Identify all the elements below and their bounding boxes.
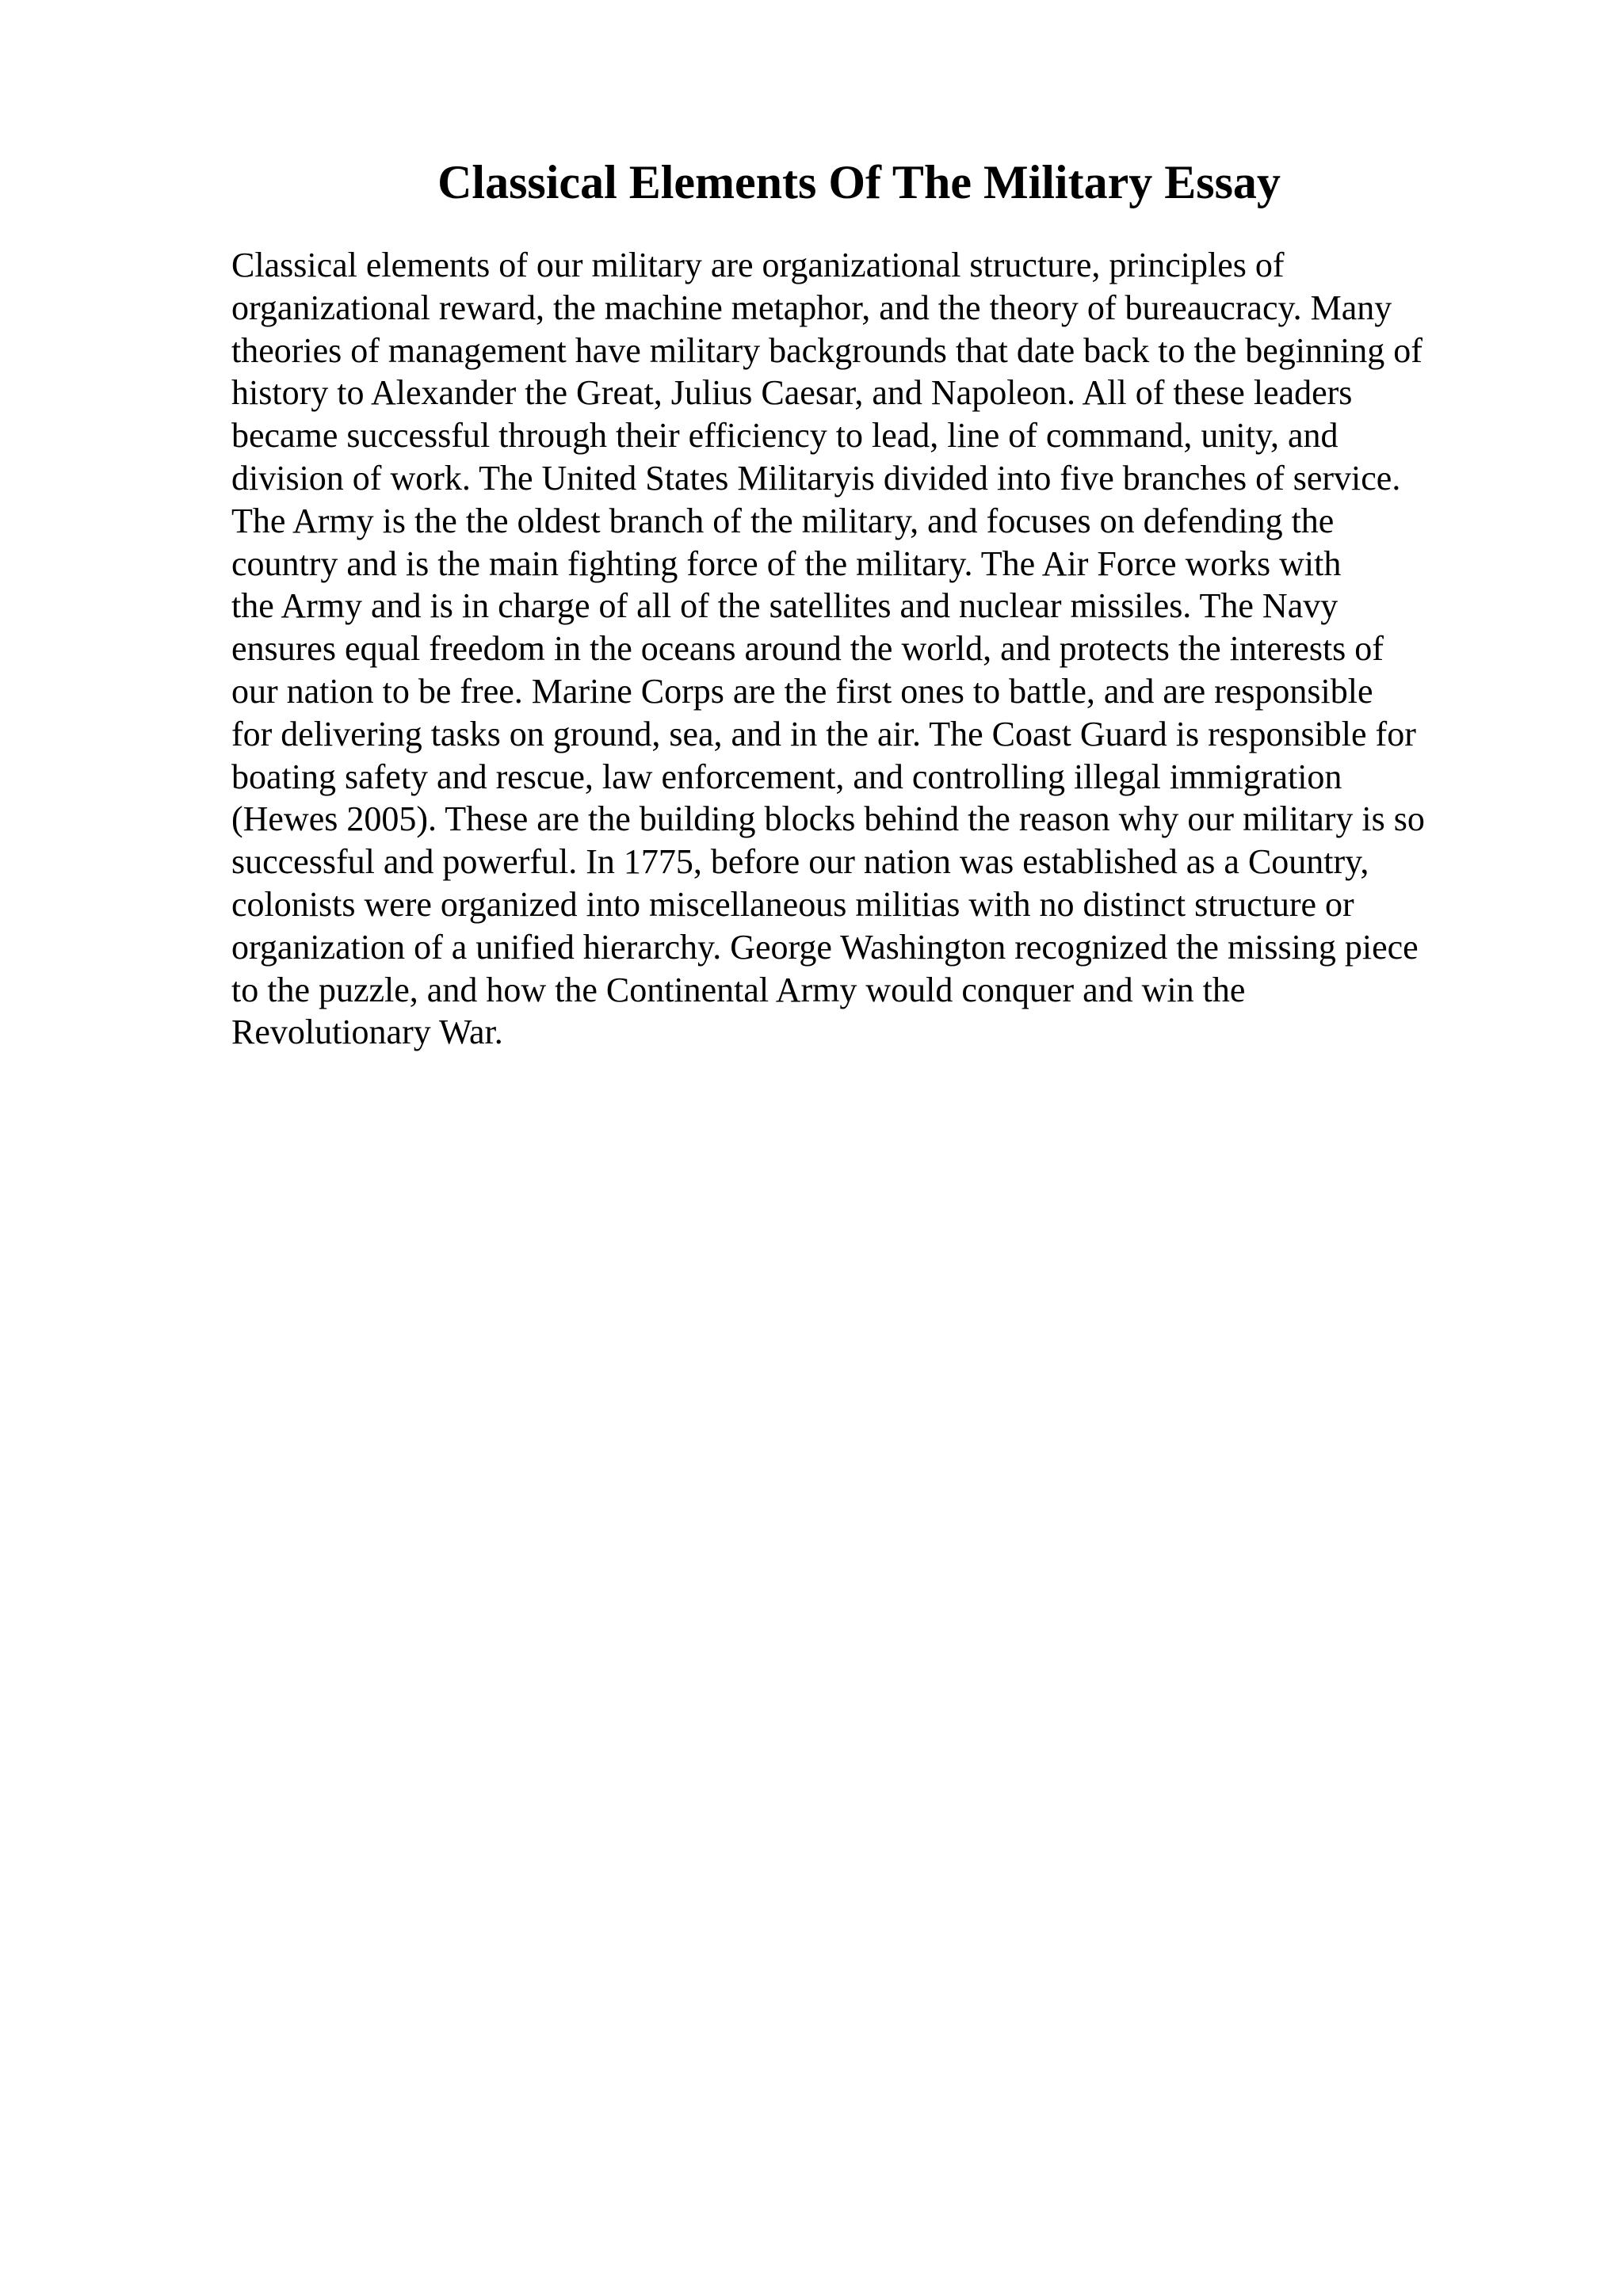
paragraph-line: division of work. The United States Militaryis divided into five branches of service. — [231, 458, 1401, 498]
paragraph-line: ensures equal freedom in the oceans around the world, and protects the interests of — [231, 629, 1384, 669]
paragraph-line: successful and powerful. In 1775, before our nation was established as a Country, — [231, 842, 1369, 882]
paragraph-line: (Hewes 2005). These are the building blocks behind the reason why our military is so — [231, 799, 1425, 839]
paragraph-line: for delivering tasks on ground, sea, and in the air. The Coast Guard is responsible for — [231, 714, 1416, 753]
paragraph-line: Revolutionary War. — [231, 1013, 503, 1052]
paragraph-line: theories of management have military backgrounds that date back to the beginning of — [231, 330, 1423, 370]
paragraph-line: history to Alexander the Great, Julius Caesar, and Napoleon. All of these leaders — [231, 373, 1353, 413]
paragraph-line: our nation to be free. Marine Corps are the first ones to battle, and are responsible — [231, 671, 1373, 711]
paragraph-line: country and is the main fighting force of the military. The Air Force works with — [231, 543, 1342, 583]
paragraph-line: organization of a unified hierarchy. George Washington recognized the missing piece — [231, 927, 1419, 967]
paragraph-line: boating safety and rescue, law enforcement, and controlling illegal immigration — [231, 757, 1342, 796]
paragraph-line: became successful through their efficiency to lead, line of command, unity, and — [231, 416, 1338, 456]
paragraph-line: the Army and is in charge of all of the satellites and nuclear missiles. The Navy — [231, 586, 1338, 626]
essay-paragraph — [231, 244, 1579, 1054]
paragraph-line: Classical elements of our military are organizational structure, principles of — [231, 246, 1285, 284]
paragraph-line: to the puzzle, and how the Continental Army would conquer and win the — [231, 970, 1246, 1009]
document-title: Classical Elements Of The Military Essay — [437, 156, 1281, 208]
paragraph-line: colonists were organized into miscellaneous militias with no distinct structure or — [231, 884, 1354, 924]
paragraph-line: The Army is the the oldest branch of the military, and focuses on defending the — [231, 501, 1335, 540]
paragraph-line: organizational reward, the machine metaphor, and the theory of bureaucracy. Many — [231, 288, 1392, 327]
